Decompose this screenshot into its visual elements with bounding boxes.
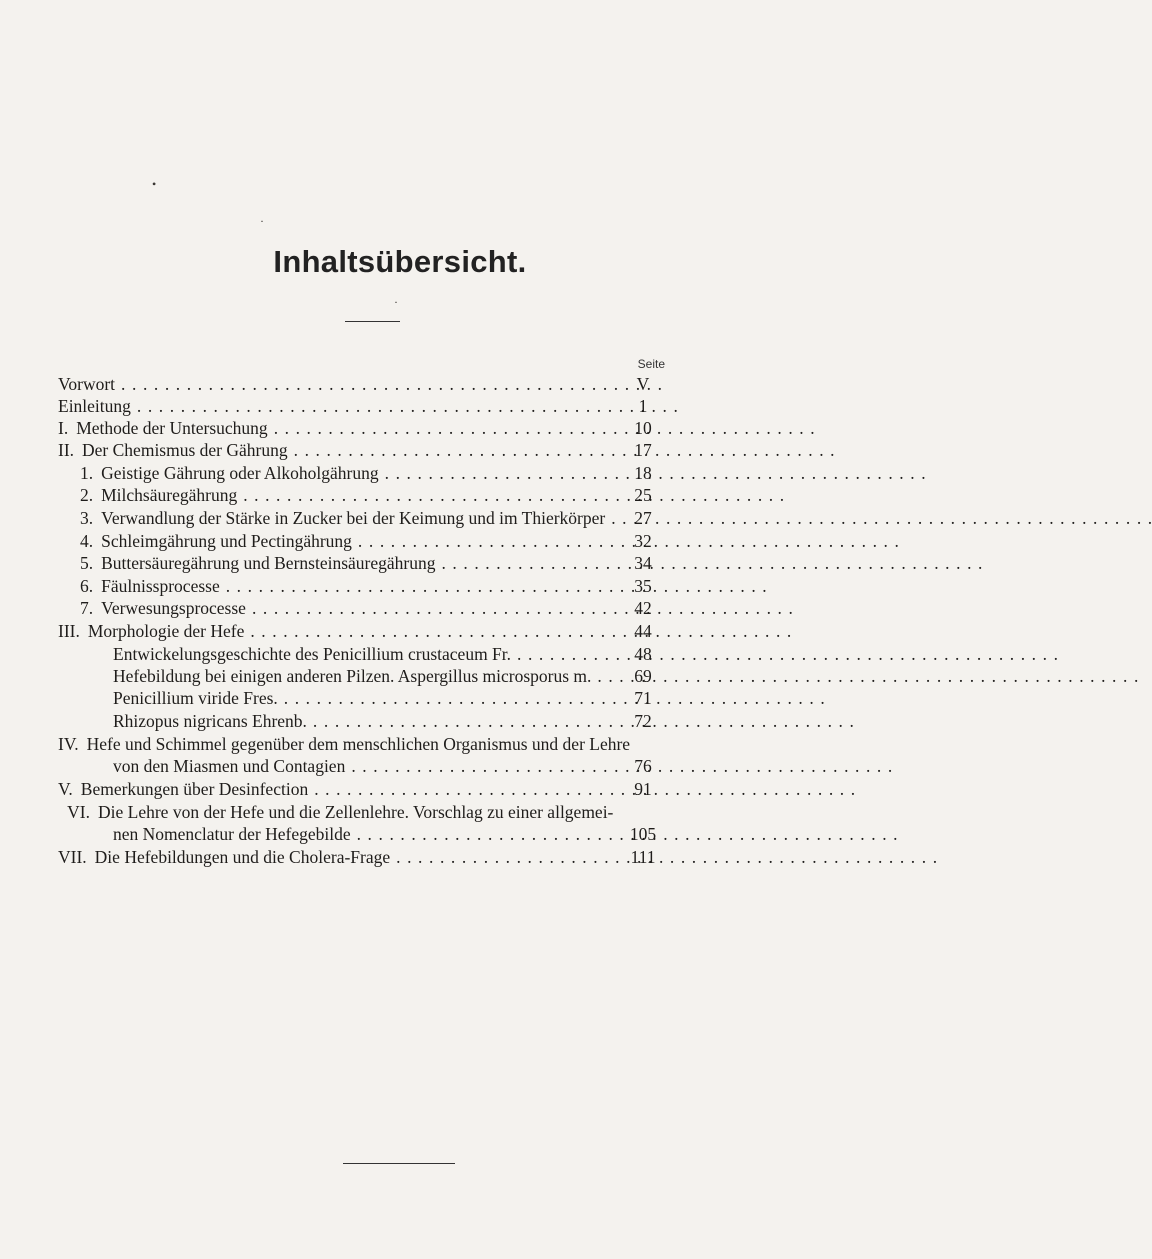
toc-entry <box>113 710 620 732</box>
dot-leader <box>345 755 892 777</box>
toc-entry-number: 4. <box>80 531 94 551</box>
toc-entry-title: Milchsäuregährung <box>101 485 238 505</box>
toc-entry-title: Bemerkungen über Desinfection <box>80 779 309 799</box>
toc-entry-number: 3. <box>80 508 94 528</box>
toc-entry-page-number: 25 <box>634 485 652 505</box>
toc-entry-title: Verwesungsprocesse <box>101 598 246 618</box>
dot-leader <box>220 575 767 597</box>
toc-entry <box>58 439 620 461</box>
toc-entry-page-number: 17 <box>634 440 652 460</box>
toc-entry-title: Penicillium viride Fres. <box>113 688 278 708</box>
page-title: Inhaltsübersicht. <box>273 244 527 279</box>
toc-entry-title: Die Lehre von der Hefe und die Zellenlehre. Vorschlag zu einer allgemei- <box>98 802 614 822</box>
toc-entry-page-number: 105 <box>629 824 657 844</box>
toc-entry-page-number: 111 <box>630 847 656 867</box>
toc-entry <box>113 755 620 777</box>
toc-entry-title: Morphologie der Hefe <box>87 621 245 641</box>
toc-entry-number: 5. <box>80 553 94 573</box>
toc-entry-number: VI. <box>67 802 90 822</box>
dot-leader <box>244 620 791 642</box>
toc-entry-number: 7. <box>80 598 94 618</box>
toc-entry <box>80 462 620 484</box>
toc-entry-number: VII. <box>58 847 87 867</box>
toc-entry-title: von den Miasmen und Contagien <box>113 756 346 776</box>
dot-leader <box>390 846 937 868</box>
toc-entry-number: II. <box>58 440 75 460</box>
toc-entry-page-number: 91 <box>634 779 652 799</box>
toc-entry-title: Vorwort <box>58 374 116 394</box>
dot-leader <box>278 687 825 709</box>
toc-entry <box>80 507 620 529</box>
toc-entry-page-number: 1 <box>638 396 648 416</box>
toc-entry-title: Einleitung <box>58 396 131 416</box>
toc-entry <box>80 484 620 506</box>
toc-entry-title: Fäulnissprocesse <box>101 576 220 596</box>
dot-leader <box>288 439 835 461</box>
toc-entry-title: Buttersäuregährung und Bernsteinsäuregährung <box>101 553 436 573</box>
toc-entry-title: Die Hefebildungen und die Cholera-Frage <box>94 847 391 867</box>
toc-entry <box>58 417 620 439</box>
dot-leader <box>131 395 678 417</box>
toc-entry-page-number: 32 <box>634 531 652 551</box>
toc-entry-title: Hefe und Schimmel gegenüber dem menschlichen Organismus und der Lehre <box>86 734 631 754</box>
toc-entry <box>113 687 620 709</box>
toc-entry-number: IV. <box>58 734 79 754</box>
toc-entry-page-number: 35 <box>634 576 652 596</box>
toc-entry-page-number: V <box>636 374 650 394</box>
page-column-header: Seite <box>637 357 665 371</box>
toc-entry-page-number: 48 <box>634 644 652 664</box>
toc-entry <box>58 395 620 417</box>
ink-speck: · <box>260 214 264 228</box>
toc-entry-title: Entwickelungsgeschichte des Penicillium crustaceum Fr. <box>113 644 512 664</box>
toc-entry-page-number: 42 <box>634 598 652 618</box>
toc-entry-page-number: 69 <box>634 666 652 686</box>
toc-entry-page-number: 44 <box>634 621 652 641</box>
toc-entry-page-number: 71 <box>634 688 652 708</box>
toc-entry-page-number: 34 <box>634 553 652 573</box>
toc-entry-title: Rhizopus nigricans Ehrenb. <box>113 711 307 731</box>
toc-entry-number: 2. <box>80 485 94 505</box>
toc-entry-page-number: 27 <box>634 508 652 528</box>
toc-entry-number: 1. <box>80 463 94 483</box>
toc-entry <box>80 597 620 619</box>
dot-leader <box>591 665 1138 687</box>
toc-entry <box>113 665 620 687</box>
toc-entry-page-number: 72 <box>634 711 652 731</box>
toc-entry <box>80 530 620 552</box>
toc-entry <box>58 846 620 868</box>
dot-leader <box>605 507 1152 529</box>
toc-entry-number: III. <box>58 621 80 641</box>
toc-entry <box>58 620 620 642</box>
toc-entry-page-number: 76 <box>634 756 652 776</box>
toc-entry-title: Geistige Gährung oder Alkoholgährung <box>101 463 379 483</box>
bottom-divider <box>343 1163 455 1164</box>
toc-entry <box>58 733 631 755</box>
toc-entry-title: Schleimgährung und Pectingährung <box>101 531 352 551</box>
title-divider <box>345 321 400 322</box>
toc-entry <box>113 643 620 665</box>
toc-entry-number: V. <box>58 779 73 799</box>
dot-leader <box>308 778 855 800</box>
dot-leader <box>246 597 793 619</box>
toc-entry <box>80 575 620 597</box>
toc-entry-title: nen Nomenclatur der Hefegebilde <box>113 824 351 844</box>
toc-entry <box>58 801 620 823</box>
dot-leader <box>237 484 784 506</box>
toc-entry-title: Der Chemismus der Gährung <box>82 440 288 460</box>
toc-entry-title: Verwandlung der Stärke in Zucker bei der Keimung und im Thierkörper <box>101 508 606 528</box>
ink-speck: • <box>152 177 157 191</box>
dot-leader <box>307 710 854 732</box>
dot-leader <box>435 552 982 574</box>
ink-speck: · <box>394 295 398 309</box>
toc-entry-title: Methode der Untersuchung <box>76 418 268 438</box>
dot-leader <box>268 417 815 439</box>
toc-entry-title: Hefebildung bei einigen anderen Pilzen. Aspergillus microsporus m. <box>113 666 592 686</box>
toc-entry <box>80 552 620 574</box>
dot-leader <box>511 643 1058 665</box>
toc-entry-page-number: 10 <box>634 418 652 438</box>
toc-entry <box>113 823 620 845</box>
dot-leader <box>115 373 662 395</box>
toc-entry-number: I. <box>58 418 69 438</box>
toc-entry <box>58 373 620 395</box>
toc-entry <box>58 778 620 800</box>
toc-entry-number: 6. <box>80 576 94 596</box>
toc-entry-page-number: 18 <box>634 463 652 483</box>
